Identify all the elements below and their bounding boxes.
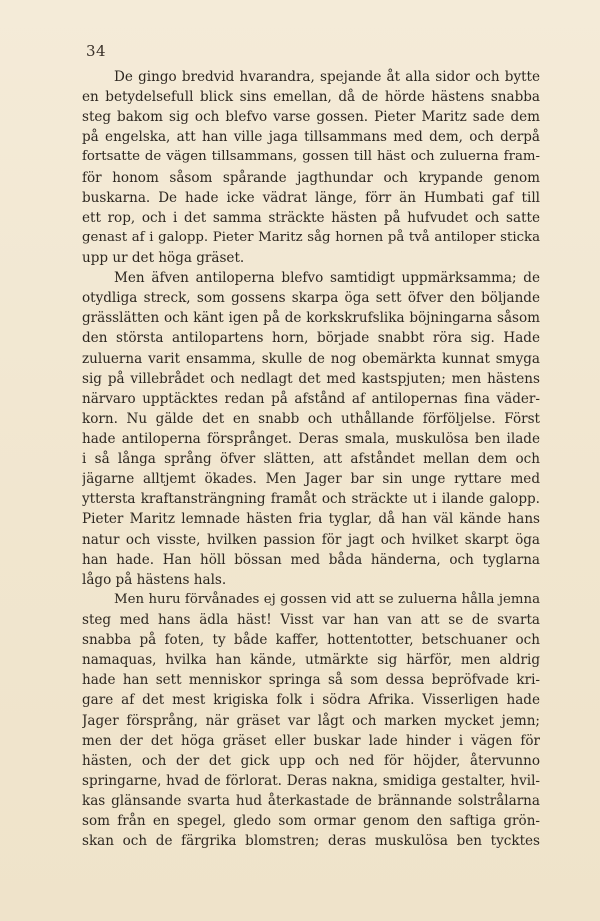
text-line: steg bakom sig och blefvo varse gossen. Pieter Maritz sade dem	[82, 109, 540, 126]
text-line: för honom såsom spårande jagthundar och krypande genom	[82, 169, 540, 186]
text-line: otydliga streck, som gossens skarpa öga sett öfver den böljande	[82, 290, 540, 307]
text-line: skan och de färgrika blomstren; deras muskulösa ben tycktes	[82, 833, 540, 850]
text-line: hade antiloperna försprånget. Deras smala, muskulösa ben ilade	[82, 430, 540, 447]
page-number: 34	[86, 42, 107, 60]
text-line: Pieter Maritz lemnade hästen fria tyglar, då han väl kände hans	[82, 511, 540, 528]
text-line: snabba på foten, ty både kaffer, hottentotter, betschuaner och	[82, 632, 540, 649]
text-line: närvaro upptäcktes redan på afstånd af antilopernas fina väder-	[82, 390, 540, 407]
text-line: namaquas, hvilka han kände, utmärkte sig härför, men aldrig	[82, 652, 540, 669]
text-line: ett rop, och i det samma sträckte hästen på hufvudet och satte	[82, 209, 540, 226]
text-line: gare af det mest krigiska folk i södra Afrika. Visserligen hade	[82, 692, 540, 709]
text-line: natur och visste, hvilken passion för jagt och hvilket skarpt öga	[82, 531, 540, 548]
text-line: han hade. Han höll bössan med båda händerna, och tyglarna	[82, 551, 540, 568]
text-line: springarne, hvad de förlorat. Deras nakna, smidiga gestalter, hvil-	[82, 772, 540, 789]
text-line: hade han sett menniskor springa så som dessa bepröfvade kri-	[82, 672, 540, 689]
text-line: jägarne alltjemt ökades. Men Jager bar sin unge ryttare med	[82, 471, 540, 488]
text-line: sig på villebrådet och nedlagt det med kastspjuten; men hästens	[82, 370, 540, 387]
text-line: korn. Nu gälde det en snabb och uthållande förföljelse. Först	[82, 410, 540, 427]
text-line: kas glänsande svarta hud återkastade de brännande solstrålarna	[82, 792, 540, 809]
text-line: hästen, och der det gick upp och ned för höjder, återvunno	[82, 752, 540, 769]
text-line: grässlätten och känt igen på de korkskrufslika böjningarna såsom	[82, 310, 540, 327]
text-line: som från en spegel, gledo som ormar genom den saftiga grön-	[82, 813, 540, 830]
text-line: fortsatte de vägen tillsammans, gossen till häst och zuluerna fram-	[82, 149, 540, 165]
text-line: Men äfven antiloperna blefvo samtidigt uppmärksamma; de	[114, 270, 540, 287]
text-line: steg med hans ädla häst! Visst var han van att se de svarta	[82, 611, 540, 628]
text-line: den största antilopartens horn, började snabbt röra sig. Hade	[82, 330, 540, 347]
text-line: genast af i galopp. Pieter Maritz såg hornen på två antiloper sticka	[82, 229, 540, 245]
text-line: upp ur det höga gräset.	[82, 249, 245, 266]
body-text	[82, 67, 540, 851]
text-line: yttersta kraftansträngning framåt och sträckte ut i ilande galopp.	[82, 491, 540, 508]
text-line: på engelska, att han ville jaga tillsammans med dem, och derpå	[82, 129, 540, 146]
text-line: i så långa språng öfver slätten, att afståndet mellan dem och	[82, 451, 540, 468]
text-line: en betydelsefull blick sins emellan, då de hörde hästens snabba	[82, 89, 540, 106]
text-line: lågo på hästens hals.	[82, 571, 227, 588]
text-line: buskarna. De hade icke vädrat länge, förr än Humbati gaf till	[82, 189, 540, 206]
text-line: Men huru förvånades ej gossen vid att se zuluerna hålla jemna	[114, 591, 540, 607]
text-line: men der det höga gräset eller buskar lade hinder i vägen för	[82, 732, 540, 749]
text-line: zuluerna varit ensamma, skulle de nog obemärkta kunnat smyga	[82, 350, 540, 367]
text-line: De gingo bredvid hvarandra, spejande åt alla sidor och bytte	[114, 69, 540, 85]
text-line: Jager försprång, när gräset var lågt och marken mycket jemn;	[82, 712, 540, 729]
